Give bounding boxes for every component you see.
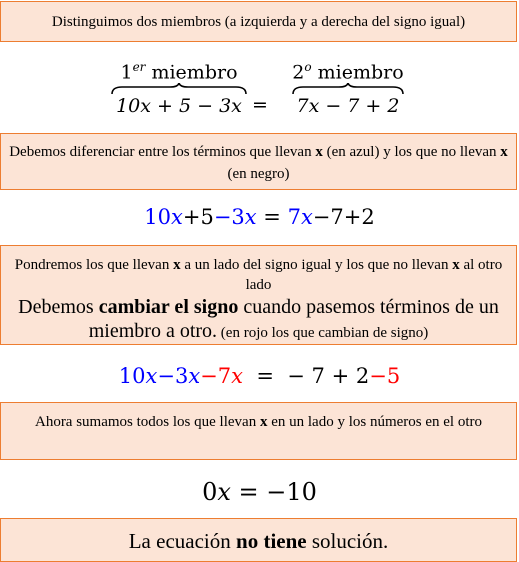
instruction-3-part-c: al otro lado [245,257,503,293]
equation-2 [0,364,519,388]
instruction-2-part-c: (en negro) [227,166,290,182]
second-member-word: miembro [317,61,404,84]
eq1-term-minus3: −3 [213,205,245,229]
instruction-3-part-a: Pondremos los que llevan [14,257,174,273]
instruction-3-big-a: Debemos [18,296,99,318]
members-equals: = [252,94,268,116]
equation-3 [0,478,519,506]
instruction-3-x2: x [452,257,460,273]
instruction-3-big-b: cuando pasemos términos de un miembro a otro. [88,296,499,342]
instruction-box-3 [0,245,517,345]
first-member-expression: 10x + 5 − 3x [116,95,242,118]
instruction-2-x: x [315,144,323,160]
eq1-term-plus5: +5 [182,205,214,229]
eq2-term-minus3-x: x [188,364,201,388]
instruction-3-x: x [173,257,181,273]
eq1-term-constants: −7+2 [312,205,375,229]
eq2-term-10-x: x [145,364,158,388]
conclusion-bold: no tiene [236,529,307,553]
eq3-rhs: −10 [266,478,317,506]
instruction-3-line [9,255,508,295]
eq2-term-minus7: −7 [200,364,232,388]
instruction-3-big-bold: cambiar el signo [98,296,239,318]
first-member-label [104,60,254,83]
instruction-box-2 [0,133,517,190]
first-member-word: miembro [151,61,238,84]
instruction-3-part-b: a un lado del signo igual y los que no llevan [180,257,453,273]
eq3-equals: = [230,478,267,506]
instruction-4-part-a: Ahora sumamos todos los que llevan [34,414,260,430]
first-member [104,60,254,117]
second-member-sup: o [304,60,312,74]
conclusion-part-a: La ecuación [128,529,237,553]
eq2-term-minus5: −5 [369,364,401,388]
conclusion-part-b: solución. [306,529,389,553]
instruction-4-part-b: en un lado y los números en el otro [267,414,483,430]
second-member-brace-icon [283,83,413,95]
eq1-term-7: 7 [287,205,301,229]
eq1-term-10-x: x [171,205,183,229]
eq3-lhs-number: 0 [202,478,218,506]
instruction-3-small-tail: (en rojo los que cambian de signo) [217,325,429,341]
second-member-expression: 7x − 7 + 2 [296,95,400,118]
instruction-3-big [9,295,508,345]
instruction-2-x2: x [500,144,508,160]
eq2-equals: = [242,364,288,388]
eq2-term-10: 10 [118,364,146,388]
first-member-number: 1 [120,61,133,84]
instruction-text-1: Distinguimos dos miembros (a izquierda y a derecha del signo igual) [51,14,466,30]
instruction-box-4 [0,402,517,460]
eq2-term-constants: − 7 + 2 [287,364,370,388]
second-member-label [283,60,413,83]
eq1-term-10: 10 [144,205,171,229]
instruction-2-part-a: Debemos diferenciar entre los términos que llevan [9,144,316,160]
eq1-term-minus3-x: x [244,205,257,229]
second-member [283,60,413,117]
first-member-sup: er [132,60,146,74]
second-member-number: 2 [292,61,305,84]
conclusion-box [0,518,517,562]
eq1-equals: = [256,205,288,229]
instruction-box-1 [0,1,517,42]
eq1-term-7-x: x [300,205,313,229]
eq2-term-minus7-x: x [231,364,243,388]
instruction-2-part-b: (en azul) y los que no llevan [322,144,501,160]
eq3-lhs-x: x [217,478,231,506]
first-member-brace-icon [104,83,254,95]
eq2-term-minus3: −3 [157,364,189,388]
equation-1 [0,205,519,229]
instruction-4-x: x [259,414,268,430]
